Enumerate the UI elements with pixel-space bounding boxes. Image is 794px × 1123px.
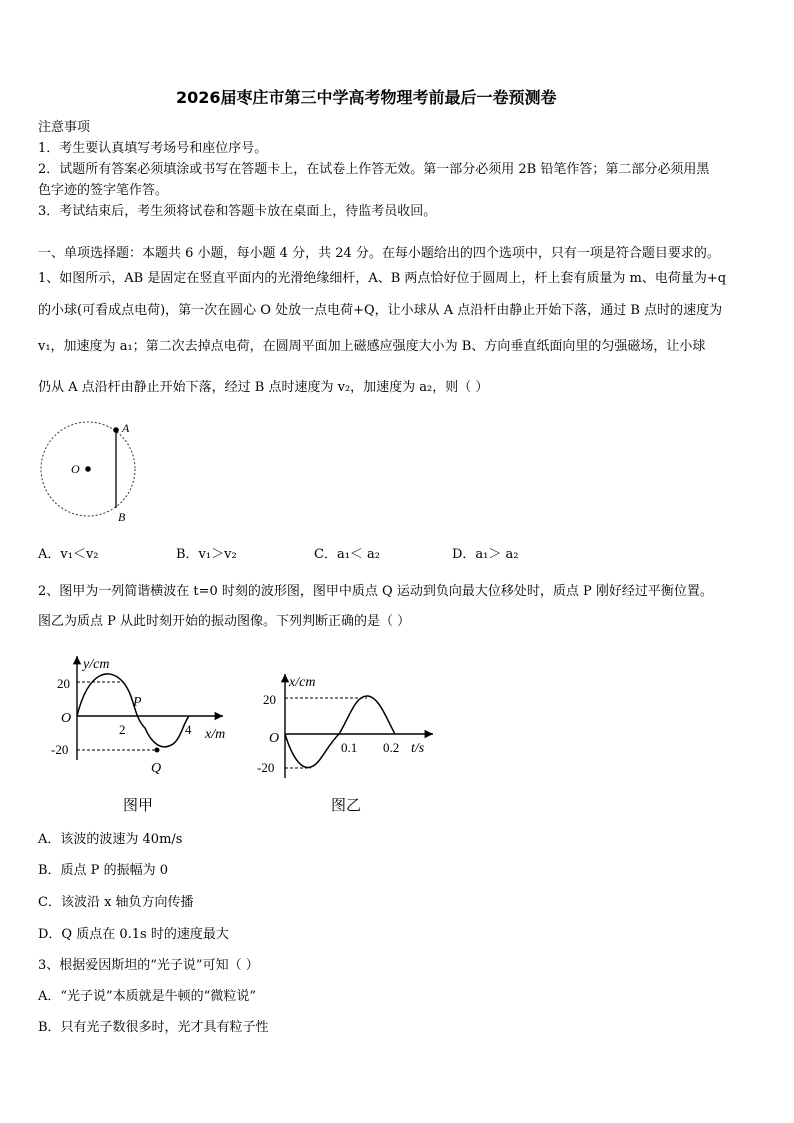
notice-heading: 注意事项 (38, 120, 91, 135)
q3-stem: 3、根据爱因斯坦的“光子说”可知（ ） (38, 958, 259, 973)
vibration-curve (285, 696, 395, 768)
wave-curve (77, 674, 189, 747)
section-header: 一、单项选择题：本题共 6 小题，每小题 4 分，共 24 分。在每小题给出的四个选项中，只有一项是符合题目要求的。 (38, 246, 720, 261)
label-q: Q (151, 761, 162, 776)
q2-line: 2、图甲为一列简谐横波在 t=0 时刻的波形图，图甲中质点 Q 运动到负向最大位移处时，质点 P 刚好经过平衡位置。 (38, 584, 713, 599)
q1-circle-figure (30, 418, 160, 528)
q1-line: 仍从 A 点沿杆由静止开始下落，经过 B 点时速度为 v₂，加速度为 a₂，则（ ） (38, 380, 489, 395)
y-tick-neg20: -20 (257, 760, 275, 775)
q1-option-b: B．v₁＞v₂ (176, 547, 237, 562)
x-axis-label: x/m (205, 727, 226, 742)
caption-jia: 图甲 (123, 798, 154, 814)
y-axis-label: x/cm (289, 675, 316, 690)
x-axis-label: t/s (411, 741, 425, 756)
notice-item: 1．考生要认真填写考场号和座位序号。 (38, 141, 268, 156)
vibration-graph-yi (255, 668, 455, 838)
page-title: 2026届枣庄市第三中学高考物理考前最后一卷预测卷 (176, 88, 557, 107)
notice-item: 2．试题所有答案必须填涂或书写在答题卡上，在试卷上作答无效。第一部分必须用 2B 铅笔作答；第二部分必须用黑 (38, 162, 710, 177)
caption-yi: 图乙 (331, 798, 362, 814)
point-o (85, 466, 91, 472)
q2-option-a: A．该波的波速为 40m/s (38, 832, 183, 847)
origin-label: O (269, 731, 280, 746)
notice-item: 3．考试结束后，考生须将试卷和答题卡放在桌面上，待监考员收回。 (38, 204, 437, 219)
q2-option-d: D．Q 质点在 0.1s 时的速度最大 (38, 927, 229, 942)
q2-option-b: B．质点 P 的振幅为 0 (38, 863, 168, 878)
y-tick-20: 20 (263, 692, 276, 707)
origin-label: O (61, 711, 72, 726)
label-a: A (122, 421, 130, 435)
x-tick-2: 2 (119, 722, 126, 737)
label-o: O (71, 462, 80, 476)
q1-option-a: A．v₁＜v₂ (38, 547, 99, 562)
y-axis-label: y/cm (83, 657, 110, 672)
x-tick-0.2: 0.2 (383, 740, 400, 755)
label-p: P (133, 695, 142, 710)
q2-option-c: C．该波沿 x 轴负方向传播 (38, 895, 194, 910)
wave-graph-jia (45, 648, 245, 818)
point-q (155, 748, 160, 753)
y-tick-neg20: -20 (51, 742, 69, 757)
q1-option-d: D．a₁＞ a₂ (452, 547, 519, 562)
q1-line: v₁，加速度为 a₁；第二次去掉点电荷，在圆周平面加上磁感应强度大小为 B、方向垂直纸面向里的匀强磁场，让小球 (38, 339, 706, 354)
label-b: B (118, 510, 126, 524)
y-tick-20: 20 (57, 676, 70, 691)
x-tick-4: 4 (185, 722, 192, 737)
q3-option-a: A．“光子说”本质就是牛顿的“微粒说” (38, 989, 256, 1004)
q3-option-b: B．只有光子数很多时，光才具有粒子性 (38, 1020, 269, 1035)
q2-line: 图乙为质点 P 从此时刻开始的振动图像。下列判断正确的是（ ） (38, 614, 411, 629)
q1-line: 1、如图所示，AB 是固定在竖直平面内的光滑绝缘细杆，A、B 两点恰好位于圆周上，杆上套有质量为 m、电荷量为+q (38, 271, 727, 286)
q1-option-c: C．a₁＜ a₂ (314, 547, 381, 562)
point-a (113, 427, 119, 433)
q1-line: 的小球(可看成点电荷)，第一次在圆心 O 处放一点电荷+Q，让小球从 A 点沿杆由静止开始下落，通过 B 点时的速度为 (38, 303, 723, 318)
x-tick-0.1: 0.1 (341, 740, 358, 755)
notice-item: 色字迹的签字笔作答。 (38, 183, 169, 198)
